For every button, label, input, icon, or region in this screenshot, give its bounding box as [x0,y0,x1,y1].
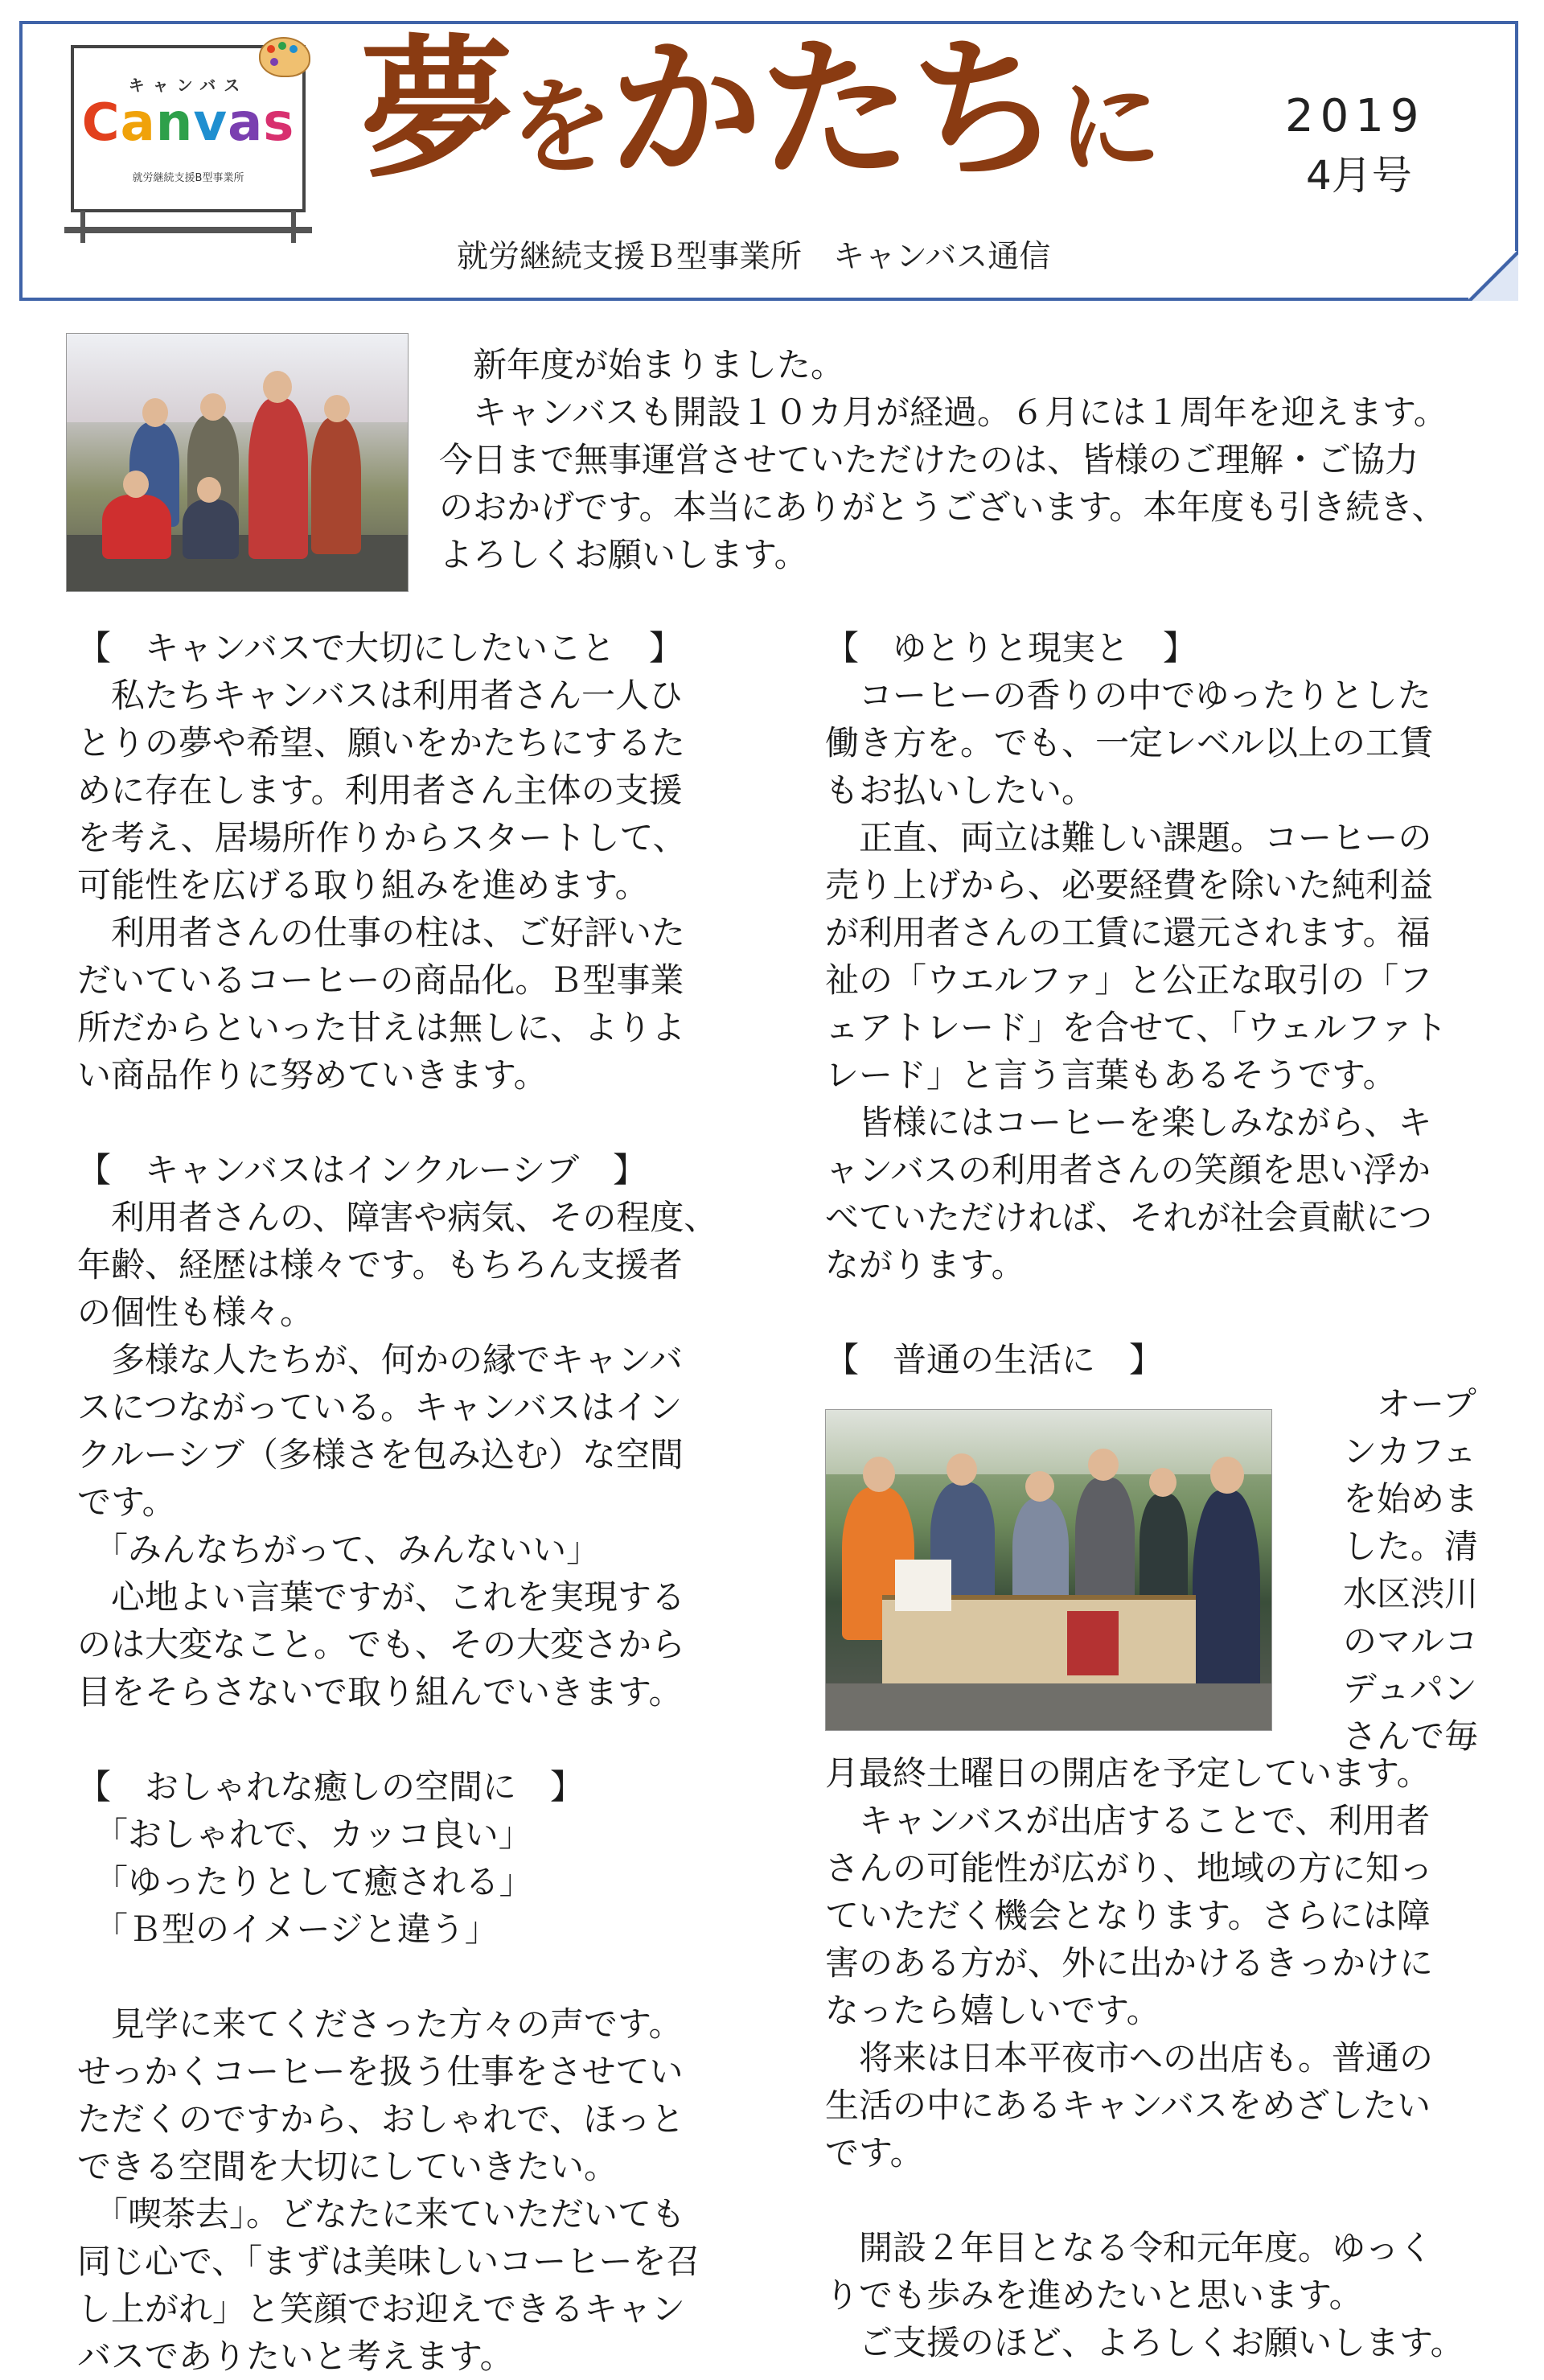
palette-icon [259,37,310,77]
open-cafe-continued-text: 月最終土曜日の開店を予定しています。 キャンバスが出店することで、利用者 さんの可能性が広がり、地域の方に知っ ていただく機会となります。さらには障 害のある方が、外に出かけるきっかけに なったら嬉しいです。 将来は日本平夜市への出店も。普通の 生活の中にあるキャンバスをめざしたい です。 開設２年目となる令和元年度。ゆっく りでも歩みを進めたいと思います。 ご支援のほど、よろしくお願いします。 [825,1753,1464,2362]
easel-tray [64,227,312,233]
newsletter-title: 夢をかたちに [360,21,1159,199]
canvas-logo [71,45,306,212]
issue-year: 2019 [1285,90,1426,142]
issue-month: 4月号 [1306,152,1412,199]
open-cafe-photo [825,1409,1272,1731]
open-cafe-float-text: オープ ンカフェ を始めま した。清 水区渋川 のマルコ デュパン さんで毎 [1343,1384,1479,1756]
group-photo [66,333,409,592]
page-fold-corner [1468,251,1518,301]
logo-kana: キャンバス [128,76,248,95]
intro-text: 新年度が始まりました。 キャンバスも開設１０カ月が経過。６月には１周年を迎えます。 今日まで無事運営させていただけたのは、皆様のご理解・ご協力 のおかげです。本当にありがとうございます。本年度も引き続き、 よろしくお願いします。 [439,345,1448,574]
right-column-text: 【 ゆとりと現実と 】 コーヒーの香りの中でゆったりとした 働き方を。でも、一定レベル以上の工賃 もお払いしたい。 正直、両立は難しい課題。コーヒーの 売り上げから、必要経費を除いた純利益 が利用者さんの工賃に還元されます。福 祉の「ウエルファ」と公正な取引の「フ ェアトレード」を合せて、「ウェルファト レード」と言う言葉もあるそうです。 皆様にはコーヒーを楽しみながら、キ ャンバスの利用者さんの笑顔を思い浮か べていただければ、それが社会貢献につ ながります。 【 普通の生活に 】 [825,628,1448,1379]
newsletter-subtitle: 就労継続支援Ｂ型事業所 キャンバス通信 [457,239,1051,275]
logo-subtitle: 就労継続支援B型事業所 [132,172,244,184]
logo-wordmark: Canvas [81,93,295,153]
left-column-text: 【 キャンバスで大切にしたいこと 】 私たちキャンバスは利用者さん一人ひ とりの夢や希望、願いをかたちにするた めに存在します。利用者さん主体の支援 を考え、居場所作りからスタートして、 可能性を広げる取り組みを進めます。 利用者さんの仕事の柱は、ご好評いた だいているコーヒーの商品化。Ｂ型事業 所だからといった甘えは無しに、よりよ い商品作りに努めていきます。 【 キャンバスはインクルーシブ 】 利用者さんの、障害や病気、その程度、 年齢、経歴は様々です。もちろん支援者 の個性も様々。 多様な人たちが、何かの縁でキャンバ スにつながっている。キャンバスはイン クルーシブ（多様さを包み込む）な空間 です。 「みんなちがって、みんないい」 心地よい言葉ですが、これを実現する のは大変なこと。でも、その大変さから 目をそらさないで取り組んでいきます。 【 おしゃれな癒しの空間に 】 「おしゃれで、カッコ良い」 「ゆったりとして癒される」 「Ｂ型のイメージと違う」 見学に来てくださった方々の声です。 せっかくコーヒーを扱う仕事をさせてい ただくのですから、おしゃれで、ほっと できる空間を大切にしていきたい。 「喫茶去」。どなたに来ていただいても 同じ心で、「まずは美味しいコーヒーを召 し上がれ」と笑顔でお迎えできるキャン バスでありたいと考えます。 [77,628,718,2376]
